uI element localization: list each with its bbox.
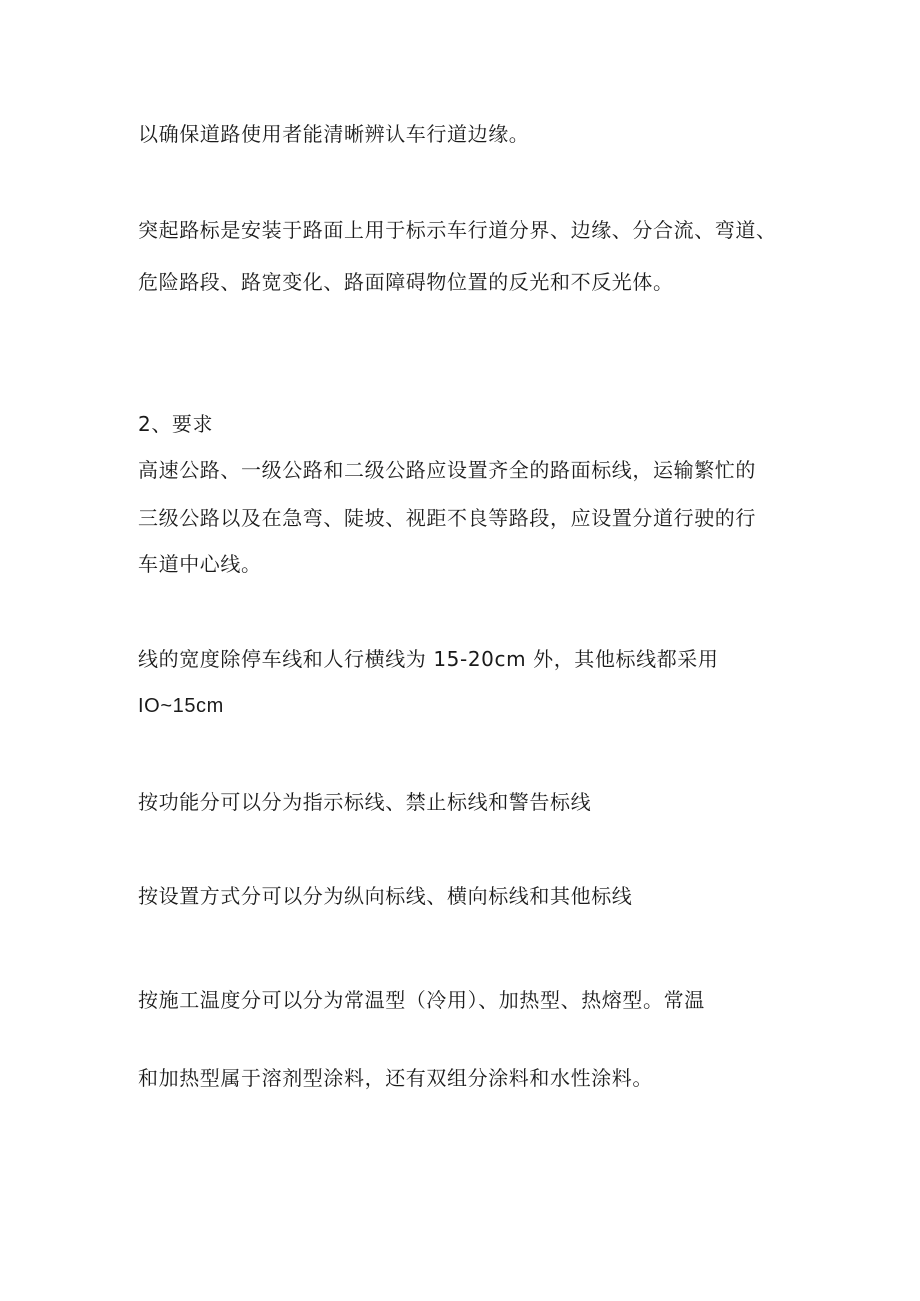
paragraph-line-4: 高速公路、一级公路和二级公路应设置齐全的路面标线，运输繁忙的 — [138, 458, 756, 482]
paragraph-line-1: 以确保道路使用者能清晰辨认车行道边缘。 — [138, 122, 530, 146]
paragraph-line-8: IO~15cm — [138, 695, 224, 717]
paragraph-line-2: 突起路标是安装于路面上用于标示车行道分界、边缘、分合流、弯道、 — [138, 218, 777, 242]
paragraph-line-7: 线的宽度除停车线和人行横线为 15-20cm 外，其他标线都采用 — [138, 647, 719, 671]
paragraph-line-6: 车道中心线。 — [138, 552, 262, 576]
paragraph-line-10: 按设置方式分可以分为纵向标线、横向标线和其他标线 — [138, 884, 633, 908]
paragraph-line-11: 按施工温度分可以分为常温型（冷用）、加热型、热熔型。常温 — [138, 988, 705, 1012]
paragraph-line-12: 和加热型属于溶剂型涂料，还有双组分涂料和水性涂料。 — [138, 1066, 653, 1090]
paragraph-line-3: 危险路段、路宽变化、路面障碍物位置的反光和不反光体。 — [138, 270, 674, 294]
paragraph-line-5: 三级公路以及在急弯、陡坡、视距不良等路段，应设置分道行驶的行 — [138, 506, 756, 530]
section-heading: 2、要求 — [138, 412, 214, 436]
paragraph-line-9: 按功能分可以分为指示标线、禁止标线和警告标线 — [138, 790, 592, 814]
